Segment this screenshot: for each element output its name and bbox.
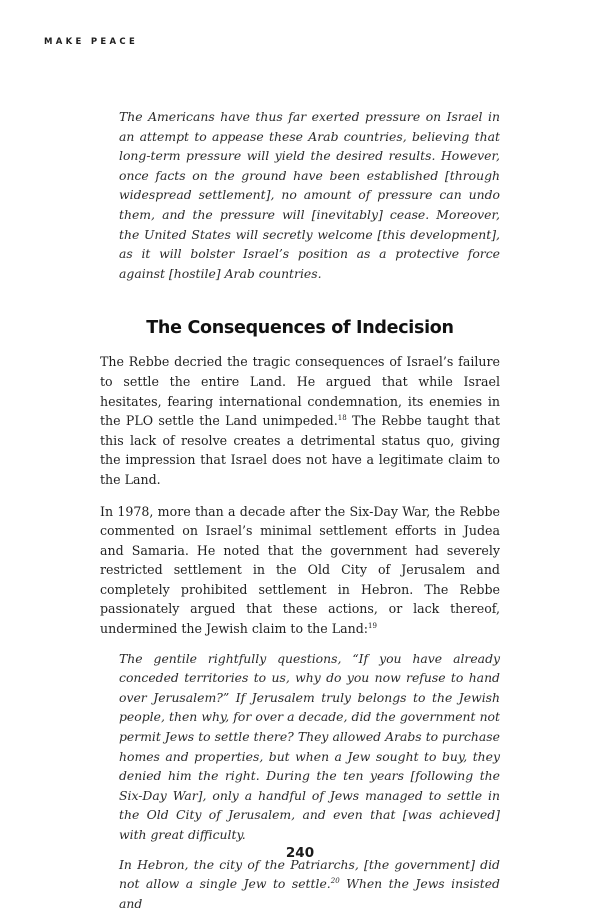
- block-quote-hebron: [119, 855, 500, 913]
- footnote-marker-20[interactable]: 20: [330, 877, 340, 886]
- footnote-marker-18[interactable]: 18: [337, 413, 347, 422]
- quote-text: In Hebron, the city of the Patriarchs, [the government] did not allow a single Jew to settle.: [119, 856, 500, 892]
- paragraph-text: The Rebbe taught that this lack of resolve creates a detrimental status quo, giving the impression that Israel does not have a legitimate claim to the Land.: [100, 413, 500, 487]
- page-number: 240: [285, 845, 315, 861]
- block-quote-jerusalem: The gentile rightfully questions, “If you have already conceded territories to us, why do you now refuse to hand over Jerusalem?” If Jerusalem truly belongs to the Jewish people, then why, for over a decade, did the government not permit Jews to settle there? They allowed Arabs to purchase homes and properties, but when a Jew sought to buy, they denied him the right. During the ten years [following the Six-Day War], only a handful of Jews managed to settle in the Old City of Jerusalem, and even that [was achieved] with great difficulty.: [119, 650, 500, 842]
- paragraph-text: In 1978, more than a decade after the Six-Day War, the Rebbe commented on Israel’s minimal settlement efforts in Judea and Samaria. He noted that the government had severely restricted settlement in the Old City of Jerusalem and completely prohibited settlement in Hebron. The Rebbe passionately argued that these actions, or lack thereof, undermined the Jewish claim to the Land:: [100, 503, 500, 637]
- paragraph-text: The Rebbe decried the tragic consequences of Israel’s failure to settle the entire Land. He argued that while Israel hesitates, fearing international condemnation, its enemies in the PLO settle the Land unimpeded.: [100, 354, 500, 429]
- running-header: MAKE PEACE: [44, 37, 139, 47]
- body-paragraph-decried: [100, 352, 500, 489]
- section-heading: The Consequences of Indecision: [146, 318, 454, 339]
- quote-text: When the Jews insisted and: [119, 876, 500, 911]
- footnote-marker-19[interactable]: 19: [368, 621, 377, 630]
- page-content: [100, 107, 500, 913]
- body-paragraph-1978: [100, 502, 500, 639]
- block-quote-americans: The Americans have thus far exerted pressure on Israel in an attempt to appease these Arab countries, believing that long-term pressure will yield the desired results. However, once facts on the ground have been established [through widespread settlement], no amount of pressure can undo them, and the pressure will [inevitably] cease. Moreover, the United States will secretly welcome [this development], as it will bolster Israel’s position as a protective force against [hostile] Arab countries.: [119, 109, 500, 281]
